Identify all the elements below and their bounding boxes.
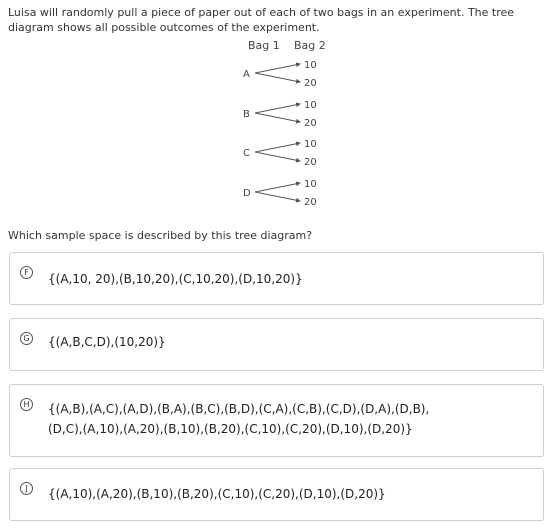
bag1-label: Bag 1 — [248, 39, 280, 52]
tree-diagram — [0, 0, 549, 215]
choice-h[interactable] — [9, 384, 544, 457]
choice-j[interactable] — [9, 468, 544, 521]
tree-node-a: A — [243, 69, 250, 80]
branch-line — [255, 73, 300, 82]
outcome-label: 10 — [304, 179, 317, 190]
choice-text: {(A,B,C,D),(10,20)} — [48, 335, 166, 349]
radio-j[interactable]: J — [20, 482, 33, 495]
choice-f[interactable] — [9, 252, 544, 305]
choice-text: {(A,B),(A,C),(A,D),(B,A),(B,C),(B,D),(C,A),(C,B),(C,D),(D,A),(D,B), — [48, 402, 430, 416]
branch-line — [255, 152, 300, 161]
outcome-label: 20 — [304, 78, 317, 89]
branch-line — [255, 143, 300, 152]
tree-node-c: C — [243, 148, 250, 159]
choice-text: {(A,10, 20),(B,10,20),(C,10,20),(D,10,20)} — [48, 272, 303, 286]
choice-text: {(A,10),(A,20),(B,10),(B,20),(C,10),(C,20),(D,10),(D,20)} — [48, 487, 386, 501]
outcome-label: 20 — [304, 157, 317, 168]
branch-line — [255, 192, 300, 201]
radio-h[interactable]: H — [20, 398, 33, 411]
bag2-label: Bag 2 — [294, 39, 326, 52]
outcome-label: 10 — [304, 60, 317, 71]
outcome-label: 10 — [304, 139, 317, 150]
branch-line — [255, 113, 300, 122]
tree-node-d: D — [243, 188, 251, 199]
radio-g[interactable]: G — [20, 332, 33, 345]
question-text: Luisa will randomly pull a piece of paper out of each of two bags in an experiment. The tree diagram shows all possible outcomes of the experiment. — [8, 6, 515, 34]
choice-g[interactable] — [9, 318, 544, 371]
prompt-text: Which sample space is described by this tree diagram? — [8, 229, 313, 242]
branch-line — [255, 104, 300, 113]
tree-node-b: B — [243, 109, 250, 120]
branch-line — [255, 64, 300, 73]
outcome-label: 10 — [304, 100, 317, 111]
outcome-label: 20 — [304, 118, 317, 129]
branch-line — [255, 183, 300, 192]
choice-text: (D,C),(A,10),(A,20),(B,10),(B,20),(C,10),(C,20),(D,10),(D,20)} — [48, 422, 413, 436]
tree-branches — [243, 60, 317, 208]
radio-f[interactable]: F — [20, 266, 33, 279]
outcome-label: 20 — [304, 197, 317, 208]
